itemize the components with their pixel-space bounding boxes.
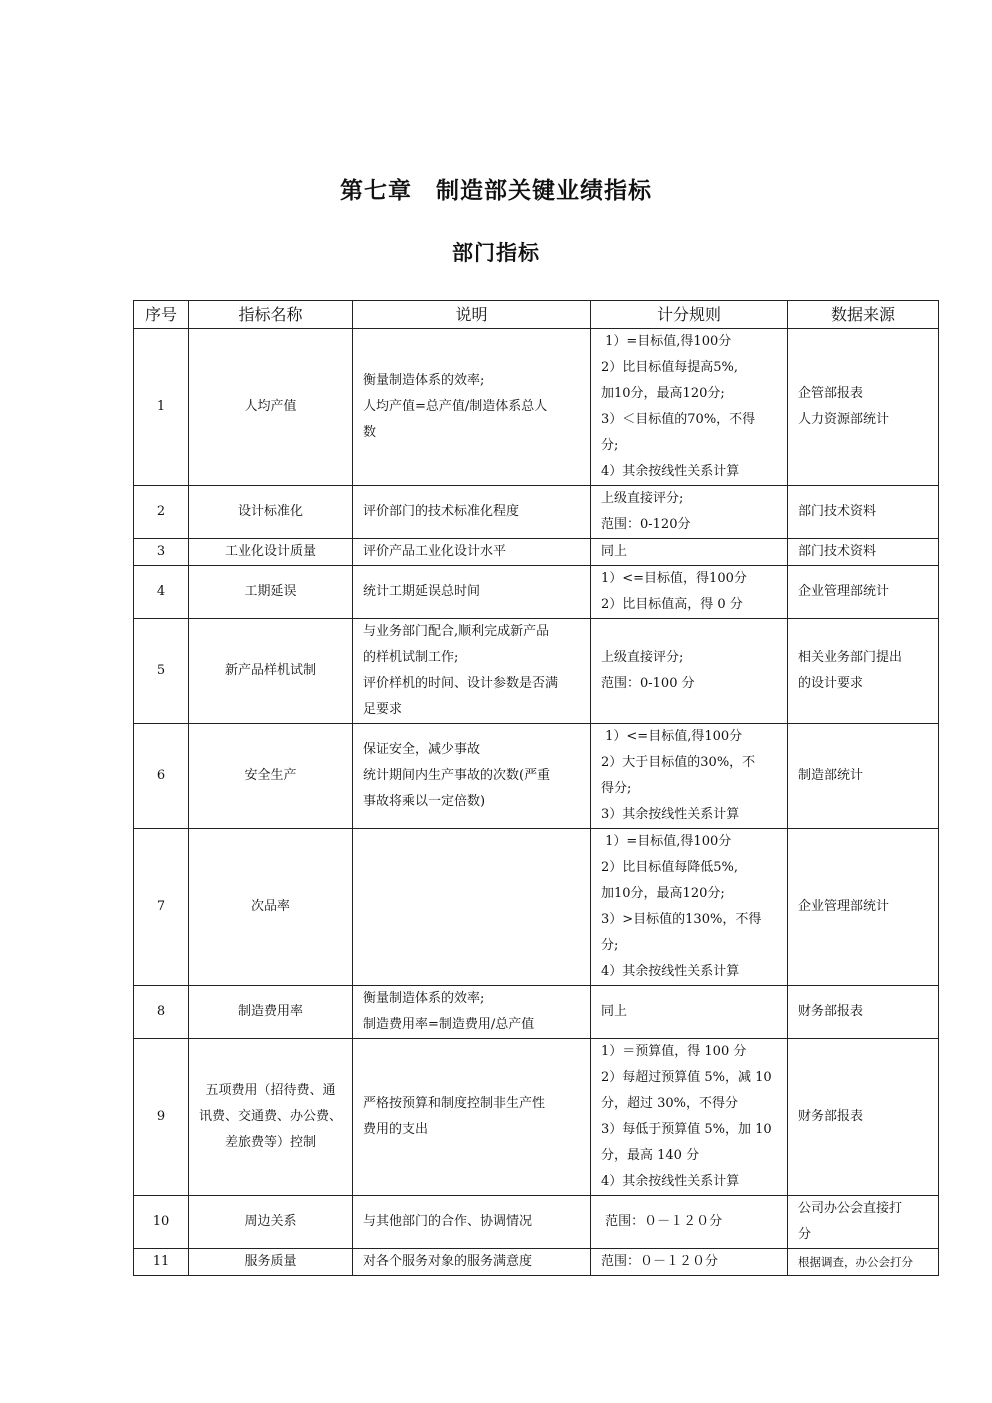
description-line: 统计工期延误总时间: [363, 584, 481, 599]
description-line: 费用的支出: [363, 1122, 429, 1137]
row-no: 2: [134, 486, 189, 539]
row-name: 设计标准化: [189, 486, 353, 539]
row-source: [788, 1039, 939, 1196]
source-line: 根据调查，办公会打分: [798, 1255, 913, 1269]
source-line: 公司办公会直接打: [798, 1201, 903, 1216]
row-description: [353, 724, 591, 829]
table-row: [134, 724, 939, 829]
rule-line: 分;: [601, 438, 619, 453]
row-description: [353, 1196, 591, 1249]
row-rule: [591, 1249, 788, 1276]
rule-line: 2）比目标值高，得 0 分: [601, 597, 743, 612]
description-line: 衡量制造体系的效率;: [363, 991, 485, 1006]
table-row: [134, 566, 939, 619]
row-rule: [591, 1196, 788, 1249]
row-description: [353, 619, 591, 724]
row-description: [353, 486, 591, 539]
source-line: 的设计要求: [798, 676, 864, 691]
row-rule: [591, 1039, 788, 1196]
table-row: [134, 1249, 939, 1276]
table-row: [134, 619, 939, 724]
row-source: [788, 724, 939, 829]
source-line: 制造部统计: [798, 768, 864, 783]
rule-line: 2）每超过预算值 5%，减 10: [601, 1070, 772, 1085]
row-no: 1: [134, 329, 189, 486]
row-description: [353, 566, 591, 619]
rule-line: 3）>目标值的130%，不得: [601, 912, 762, 927]
rule-line: 加10分，最高120分;: [601, 886, 725, 901]
row-source: [788, 829, 939, 986]
table-row: [134, 1196, 939, 1249]
rule-line: 4）其余按线性关系计算: [601, 464, 740, 479]
row-no: 9: [134, 1039, 189, 1196]
row-rule: [591, 486, 788, 539]
row-no: 4: [134, 566, 189, 619]
table-row: [134, 329, 939, 486]
row-rule: [591, 539, 788, 566]
chapter-title: 第七章 制造部关键业绩指标: [340, 178, 652, 204]
header-scoring-rule: 计分规则: [591, 301, 788, 329]
rule-line: 得分;: [601, 781, 632, 796]
row-name: [189, 1039, 353, 1196]
row-no: 8: [134, 986, 189, 1039]
rule-line: 1）<=目标值,得100分: [601, 729, 743, 744]
description-line: 制造费用率=制造费用/总产值: [363, 1017, 535, 1032]
rule-line: 2）比目标值每降低5%,: [601, 860, 739, 875]
row-rule: [591, 829, 788, 986]
rule-line: 1）=目标值,得100分: [601, 834, 732, 849]
row-source: [788, 539, 939, 566]
source-line: 财务部报表: [798, 1004, 864, 1019]
rule-line: 3）＜目标值的70%，不得: [601, 412, 756, 427]
row-name: 次品率: [189, 829, 353, 986]
row-source: [788, 1196, 939, 1249]
rule-line: 1）＝预算值，得 100 分: [601, 1044, 747, 1059]
rule-line: 分，超过 30%，不得分: [601, 1096, 739, 1111]
rule-line: 3）其余按线性关系计算: [601, 807, 740, 822]
row-description: [353, 1039, 591, 1196]
source-line: 部门技术资料: [798, 504, 877, 519]
rule-line: 范围：０－１２０分: [601, 1254, 719, 1269]
source-line: 分: [798, 1227, 812, 1242]
row-rule: [591, 619, 788, 724]
table-row: [134, 1039, 939, 1196]
row-source: [788, 329, 939, 486]
source-line: 相关业务部门提出: [798, 650, 903, 665]
description-line: 评价部门的技术标准化程度: [363, 504, 520, 519]
row-name: 工业化设计质量: [189, 539, 353, 566]
rule-line: 范围：0-100 分: [601, 676, 695, 691]
row-name: 工期延误: [189, 566, 353, 619]
description-line: 的样机试制工作;: [363, 650, 459, 665]
description-line: 数: [363, 425, 377, 440]
description-line: 严格按预算和制度控制非生产性: [363, 1096, 546, 1111]
row-rule: [591, 724, 788, 829]
rule-line: 2）比目标值每提高5%,: [601, 360, 739, 375]
table-row: [134, 486, 939, 539]
row-description: [353, 829, 591, 986]
rule-line: 1）=目标值,得100分: [601, 334, 732, 349]
kpi-table: [133, 300, 939, 1276]
source-line: 部门技术资料: [798, 544, 877, 559]
row-name: 新产品样机试制: [189, 619, 353, 724]
rule-line: 上级直接评分;: [601, 491, 684, 506]
row-description: [353, 539, 591, 566]
row-no: 10: [134, 1196, 189, 1249]
rule-line: 同上: [601, 544, 628, 559]
name-line: 五项费用（招待费、通: [205, 1083, 336, 1098]
description-line: 对各个服务对象的服务满意度: [363, 1254, 533, 1269]
rule-line: 2）大于目标值的30%，不: [601, 755, 756, 770]
row-no: 3: [134, 539, 189, 566]
description-line: 评价样机的时间、设计参数是否满: [363, 676, 559, 691]
rule-line: 范围：０－１２０分: [601, 1214, 723, 1229]
source-line: 企业管理部统计: [798, 899, 890, 914]
name-line: 讯费、交通费、办公费、: [199, 1109, 343, 1124]
description-line: 人均产值=总产值/制造体系总人: [363, 399, 548, 414]
header-indicator-name: 指标名称: [189, 301, 353, 329]
table-row: [134, 986, 939, 1039]
table-header-row: [134, 301, 939, 329]
row-source: [788, 619, 939, 724]
rule-line: 同上: [601, 1004, 628, 1019]
row-no: 5: [134, 619, 189, 724]
rule-line: 1）<=目标值，得100分: [601, 571, 747, 586]
row-no: 7: [134, 829, 189, 986]
description-line: 与业务部门配合,顺利完成新产品: [363, 624, 550, 639]
section-title: 部门指标: [452, 241, 540, 265]
row-source: [788, 1249, 939, 1276]
rule-line: 范围：0-120分: [601, 517, 691, 532]
description-line: 事故将乘以一定倍数): [363, 794, 486, 809]
row-rule: [591, 986, 788, 1039]
row-name: 服务质量: [189, 1249, 353, 1276]
rule-line: 4）其余按线性关系计算: [601, 1174, 740, 1189]
row-no: 11: [134, 1249, 189, 1276]
row-source: [788, 486, 939, 539]
name-line: 差旅费等）控制: [224, 1135, 316, 1150]
rule-line: 加10分，最高120分;: [601, 386, 725, 401]
description-line: 与其他部门的合作、协调情况: [363, 1214, 533, 1229]
header-data-source: 数据来源: [788, 301, 939, 329]
row-source: [788, 986, 939, 1039]
row-no: 6: [134, 724, 189, 829]
row-name: 制造费用率: [189, 986, 353, 1039]
description-line: 衡量制造体系的效率;: [363, 373, 485, 388]
source-line: 企业管理部统计: [798, 584, 890, 599]
rule-line: 分，最高 140 分: [601, 1148, 700, 1163]
row-description: [353, 329, 591, 486]
row-rule: [591, 566, 788, 619]
table-row: [134, 829, 939, 986]
description-line: 统计期间内生产事故的次数(严重: [363, 768, 551, 783]
table-row: [134, 539, 939, 566]
row-source: [788, 566, 939, 619]
rule-line: 4）其余按线性关系计算: [601, 964, 740, 979]
row-name: 周边关系: [189, 1196, 353, 1249]
source-line: 财务部报表: [798, 1109, 864, 1124]
row-rule: [591, 329, 788, 486]
header-no: 序号: [134, 301, 189, 329]
row-description: [353, 986, 591, 1039]
description-line: 足要求: [363, 702, 403, 717]
rule-line: 分;: [601, 938, 619, 953]
rule-line: 上级直接评分;: [601, 650, 684, 665]
row-name: 安全生产: [189, 724, 353, 829]
row-description: [353, 1249, 591, 1276]
source-line: 企管部报表: [798, 386, 864, 401]
rule-line: 3）每低于预算值 5%，加 10: [601, 1122, 772, 1137]
header-description: 说明: [353, 301, 591, 329]
source-line: 人力资源部统计: [798, 412, 890, 427]
row-name: 人均产值: [189, 329, 353, 486]
description-line: 评价产品工业化设计水平: [363, 544, 507, 559]
description-line: 保证安全，减少事故: [363, 742, 481, 757]
